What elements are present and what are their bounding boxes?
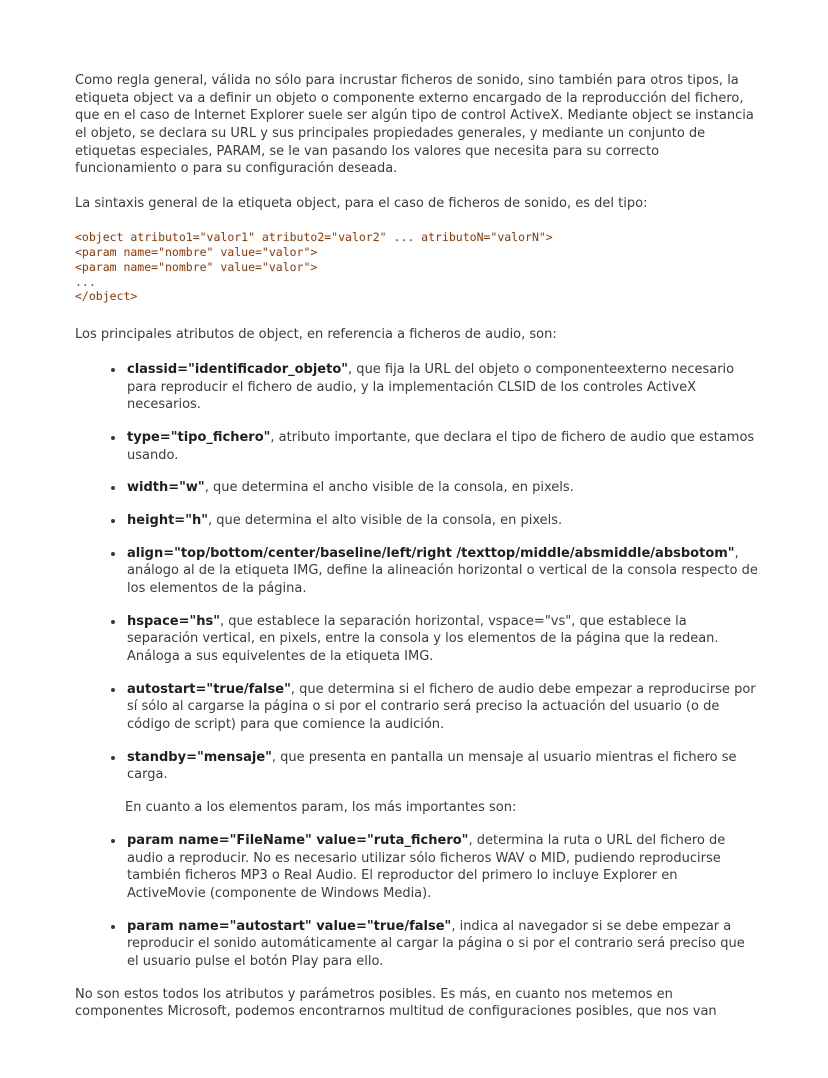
bullet-bold-text: standby="mensaje" [127, 749, 272, 765]
code-line: <param name="nombre" value="valor"> [75, 244, 318, 259]
param-list [75, 832, 758, 971]
bullet-body-text: , indica al navegador si se debe empezar a reproducir el sonido automáticamente al cargar la página o si por el contrario será preciso que el usuario pulse el botón Play para ello. [127, 918, 745, 969]
paragraph-closing: No son estos todos los atributos y parámetros posibles. Es más, en cuanto nos metemos en componentes Microsoft, podemos encontrarnos multitud de configuraciones posibles, que nos van [75, 986, 717, 1020]
code-line: </object> [75, 289, 138, 304]
bullet-classid [125, 361, 758, 414]
bullet-param-filename [125, 832, 758, 903]
bullet-param-autostart [125, 918, 758, 971]
bullet-type [125, 429, 758, 464]
bullet-hspace [125, 613, 758, 666]
bullet-standby [125, 749, 758, 784]
bullet-body-text: , que fija la URL del objeto o componenteexterno necesario para reproducir el fichero de audio, y la implementación CLSID de los controles ActiveX necesarios. [127, 362, 735, 413]
bullet-body-text: , que presenta en pantalla un mensaje al usuario mientras el fichero se carga. [127, 749, 737, 783]
bullet-bold-text: type="tipo_fichero" [127, 430, 271, 446]
bullet-bold-text: hspace="hs" [127, 613, 221, 629]
bullet-height [125, 512, 758, 530]
paragraph-syntax-intro: La sintaxis general de la etiqueta object, para el caso de ficheros de sonido, es del tipo: [75, 196, 648, 212]
bullet-bold-text: width="w" [127, 480, 205, 496]
bullet-body-text: , que establece la separación horizontal, vspace="vs", que establece la separación vertical, en pixels, entre la consola y los elementos de la página que la redean. Análoga a sus equivelentes de la etiqueta IMG. [127, 613, 719, 665]
bullet-body-text: , que determina el alto visible de la consola, en pixels. [208, 513, 563, 529]
bullet-bold-text: param name="FileName" value="ruta_fichero" [127, 832, 469, 848]
bullet-body-text: , análogo al de la etiqueta IMG, define la alineación horizontal o vertical de la consola respecto de los elementos de la página. [127, 545, 758, 597]
bullet-body-text: , que determina el ancho visible de la consola, en pixels. [204, 480, 574, 496]
paragraph-param-intro: En cuanto a los elementos param, los más importantes son: [125, 800, 517, 816]
bullet-body-text: , determina la ruta o URL del fichero de audio a reproducir. No es necesario utilizar sólo ficheros WAV o MID, pudiendo reproducirse también ficheros MP3 o Real Audio. El reproductor del primero lo incluye Explorer en ActiveMovie (componente de Windows Media). [127, 832, 726, 901]
code-block [75, 230, 758, 305]
code-line: ... [75, 274, 96, 289]
paragraph-attributes-intro: Los principales atributos de object, en referencia a ficheros de audio, son: [75, 327, 557, 343]
paragraph-intro: Como regla general, válida no sólo para incrustar ficheros de sonido, sino también para otros tipos, la etiqueta object va a definir un objeto o componente externo encargado de la reproducción del fichero, que en el caso de Internet Explorer suele ser algún tipo de control ActiveX. Mediante object se instancia el objeto, se declara su URL y sus principales propiedades generales, y mediante un conjunto de etiquetas especiales, PARAM, se le van pasando los valores que necesita para su correcto funcionamiento o para su configuración deseada. [75, 73, 754, 177]
bullet-autostart [125, 681, 758, 734]
code-line: <object atributo1="valor1" atributo2="valor2" ... atributoN="valorN"> [75, 229, 553, 244]
bullet-bold-text: autostart="true/false" [127, 681, 291, 697]
bullet-body-text: , atributo importante, que declara el tipo de fichero de audio que estamos usando. [127, 430, 755, 463]
bullet-bold-text: align="top/bottom/center/baseline/left/right /texttop/middle/absmiddle/absbotom" [127, 545, 735, 561]
code-line: <param name="nombre" value="valor"> [75, 259, 318, 274]
bullet-align [125, 545, 758, 598]
bullet-bold-text: height="h" [127, 513, 208, 529]
bullet-width [125, 479, 758, 497]
bullet-bold-text: classid="identificador_objeto" [127, 362, 349, 378]
bullet-bold-text: param name="autostart" value="true/false" [127, 918, 452, 934]
attributes-list [75, 361, 758, 784]
bullet-body-text: , que determina si el fichero de audio debe empezar a reproducirse por sí sólo al cargarse la página o si por el contrario será preciso la actuación del usuario (o de código de script) para que comience la audición. [127, 681, 756, 733]
